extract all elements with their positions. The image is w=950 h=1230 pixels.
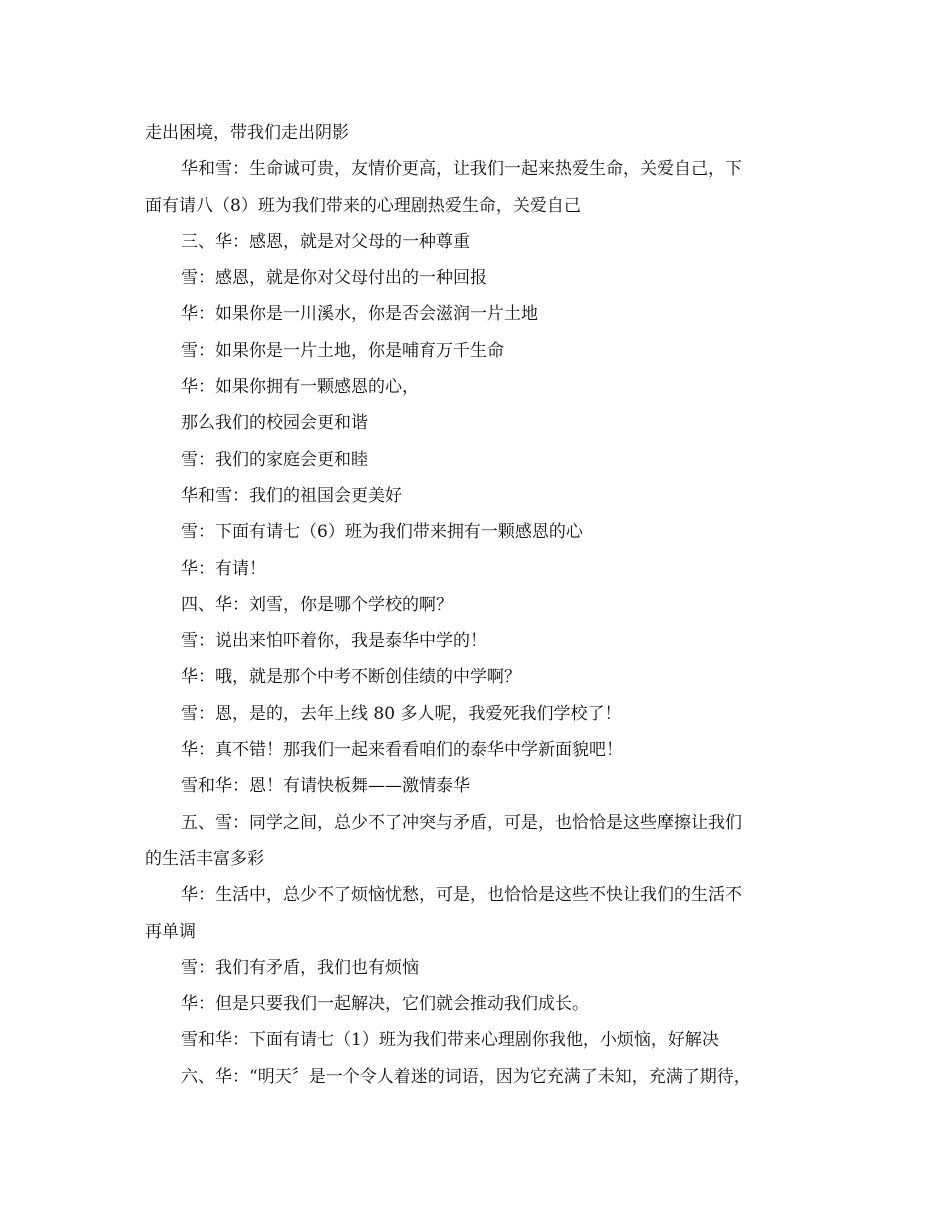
text-line: 华和雪：生命诚可贵，友情价更高，让我们一起来热爱生命，关爱自己，下 (181, 159, 742, 180)
text-line: 华和雪：我们的祖国会更美好 (181, 485, 402, 506)
text-line: 雪：下面有请七（6）班为我们带来拥有一颗感恩的心 (181, 522, 583, 543)
text-line: 四、华：刘雪，你是哪个学校的啊？ (181, 594, 453, 615)
text-line: 再单调 (145, 921, 196, 942)
text-line: 华：生活中，总少不了烦恼忧愁，可是，也恰恰是这些不快让我们的生活不 (181, 885, 742, 906)
text-line: 三、华：感恩，就是对父母的一种尊重 (181, 231, 470, 252)
text-line: 华：真不错！那我们一起来看看咱们的泰华中学新面貌吧！ (181, 740, 623, 761)
text-line: 华：有请！ (181, 558, 266, 579)
text-line: 面有请八（8）班为我们带来的心理剧热爱生命，关爱自己 (145, 195, 581, 216)
text-line: 六、华：“明天〞是一个令人着迷的词语，因为它充满了未知，充满了期待， (181, 1066, 751, 1087)
text-line: 雪：如果你是一片土地，你是哺育万千生命 (181, 340, 504, 361)
text-line: 五、雪：同学之间，总少不了冲突与矛盾，可是，也恰恰是这些摩擦让我们 (181, 812, 742, 833)
text-line: 华：哦，就是那个中考不断创佳绩的中学啊？ (181, 667, 521, 688)
text-line: 华：如果你是一川溪水，你是否会滋润一片土地 (181, 304, 538, 325)
text-line: 的生活丰富多彩 (145, 848, 264, 869)
text-line: 雪和华：恩！有请快板舞——激情泰华 (181, 776, 470, 797)
text-line: 华：但是只要我们一起解决，它们就会推动我们成长。 (181, 994, 589, 1015)
text-line: 雪：感恩，就是你对父母付出的一种回报 (181, 268, 487, 289)
text-line: 雪和华：下面有请七（1）班为我们带来心理剧你我他，小烦恼，好解决 (181, 1030, 719, 1051)
document-body (145, 115, 805, 1095)
text-line: 华：如果你拥有一颗感恩的心， (181, 377, 419, 398)
text-line: 雪：我们的家庭会更和睦 (181, 449, 368, 470)
text-line: 那么我们的校园会更和谐 (181, 413, 368, 434)
text-line: 雪：说出来怕吓着你，我是泰华中学的！ (181, 631, 487, 652)
text-line: 走出困境，带我们走出阴影 (145, 123, 349, 143)
text-line: 雪：恩，是的，去年上线 80 多人呢，我爱死我们学校了！ (181, 703, 622, 724)
text-line: 雪：我们有矛盾，我们也有烦恼 (181, 957, 419, 978)
